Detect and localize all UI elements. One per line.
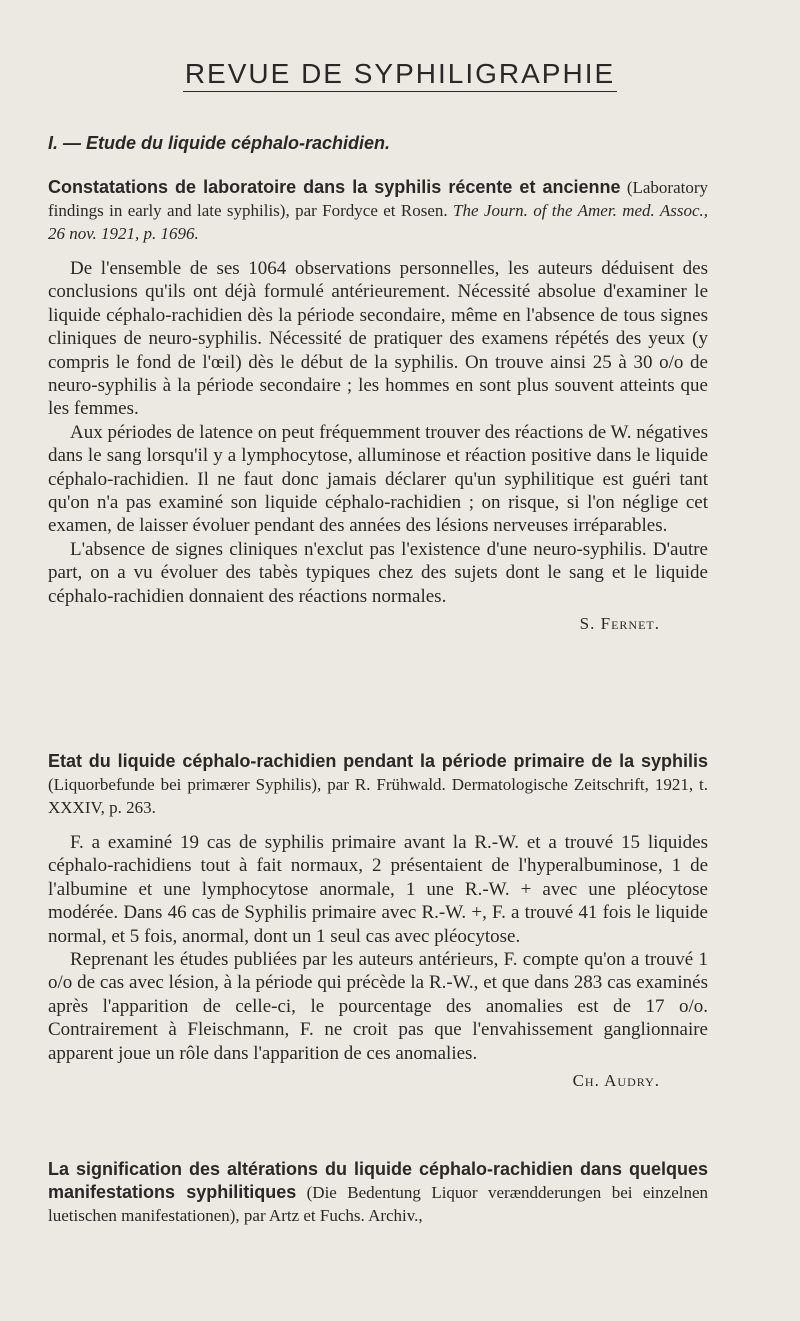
article-1-signature: S. Fernet. — [579, 614, 660, 634]
section-heading: I. — Etude du liquide céphalo-rachidien. — [48, 133, 391, 153]
article-2-title: Etat du liquide céphalo-rachidien pendant la période primaire de la syphilis — [48, 751, 708, 771]
paragraph: Reprenant les études publiées par les auteurs antérieurs, F. compte qu'on a trouvé 1 o/o de cas avec lésion, à la période qui précède la R.-W., et que dans 283 cas examinés après l'apparition de celle-ci, le pourcentage des anomalies est de 17 o/o. Contrairement à Fleischmann, F. ne croit pas que l'envahissement ganglionnaire apparent joue un rôle dans l'apparition de ces anomalies. — [48, 949, 708, 1064]
article-1-citation-2: The Journ. of the Amer. med. Assoc., 26 nov. 1921, p. 1696. — [48, 201, 709, 243]
article-2-citation: (Liquorbefunde bei primærer Syphilis), par R. Frühwald. Dermatologische Zeitschrift, 1921, t. XXXIV, p. 263. — [48, 775, 708, 817]
article-1 — [48, 176, 708, 634]
paragraph: L'absence de signes cliniques n'exclut pas l'existence d'une neuro-syphilis. D'autre part, on a vu évoluer des tabès typiques chez des sujets dont le sang et le liquide céphalo-rachidien donnaient des réactions normales. — [48, 538, 708, 607]
article-3 — [48, 1158, 708, 1227]
article-2-signature: Ch. Audry. — [572, 1071, 660, 1091]
article-2 — [48, 750, 708, 1091]
page-title: REVUE DE SYPHILIGRAPHIE — [0, 58, 800, 90]
article-3-header — [48, 1158, 708, 1227]
article-3-title: La signification des altérations du liquide céphalo-rachidien dans quelques manifestations syphilitiques — [48, 1159, 708, 1202]
paragraph: F. a examiné 19 cas de syphilis primaire avant la R.-W. et a trouvé 15 liquides céphalo-rachidiens tout à fait normaux, 2 présentaient de l'hyperalbuminose, 1 de l'albumine et une lymphocytose anormale, 1 une R.-W. + avec une pléocytose modérée. Dans 46 cas de Syphilis primaire avec R.-W. +, F. a trouvé 41 fois le liquide normal, et 5 fois, anormal, dont un 1 seul cas avec pléocytose. — [48, 832, 708, 947]
article-1-body — [48, 257, 708, 608]
article-1-header — [48, 176, 708, 245]
article-2-header — [48, 750, 708, 819]
article-3-citation: (Die Bedentung Liquor verændderungen bei einzelnen luetischen manifestationen), par Artz et Fuchs. Archiv., — [48, 1183, 709, 1225]
article-1-title: Constatations de laboratoire dans la syphilis récente et ancienne — [48, 177, 621, 197]
paragraph: Aux périodes de latence on peut fréquemment trouver des réactions de W. négatives dans le sang lorsqu'il y a lymphocytose, alluminose et réaction positive dans le liquide céphalo-rachidien. Il ne faut donc jamais déclarer qu'un syphilitique est guéri tant qu'on n'a pas examiné son liquide céphalo-rachidien ; on risque, si l'on néglige cet examen, de laisser évoluer pendant des années des lésions nerveuses irréparables. — [48, 421, 708, 537]
article-2-body — [48, 831, 708, 1065]
article-1-citation-1: (Laboratory findings in early and late syphilis), par Fordyce et Rosen. — [48, 178, 708, 220]
paragraph: De l'ensemble de ses 1064 observations personnelles, les auteurs déduisent des conclusions qu'ils ont déjà formulé antérieurement. Nécessité absolue d'examiner le liquide céphalo-rachidien dès la période secondaire, même en l'absence de tous signes cliniques de neuro-syphilis. Nécessité de pratiquer des examens répétés des yeux (y compris le fond de l'œil) dès le début de la syphilis. On trouve ainsi 25 à 30 o/o de neuro-syphilis à la période secondaire ; les hommes en sont plus souvent atteints que les femmes. — [48, 258, 708, 420]
